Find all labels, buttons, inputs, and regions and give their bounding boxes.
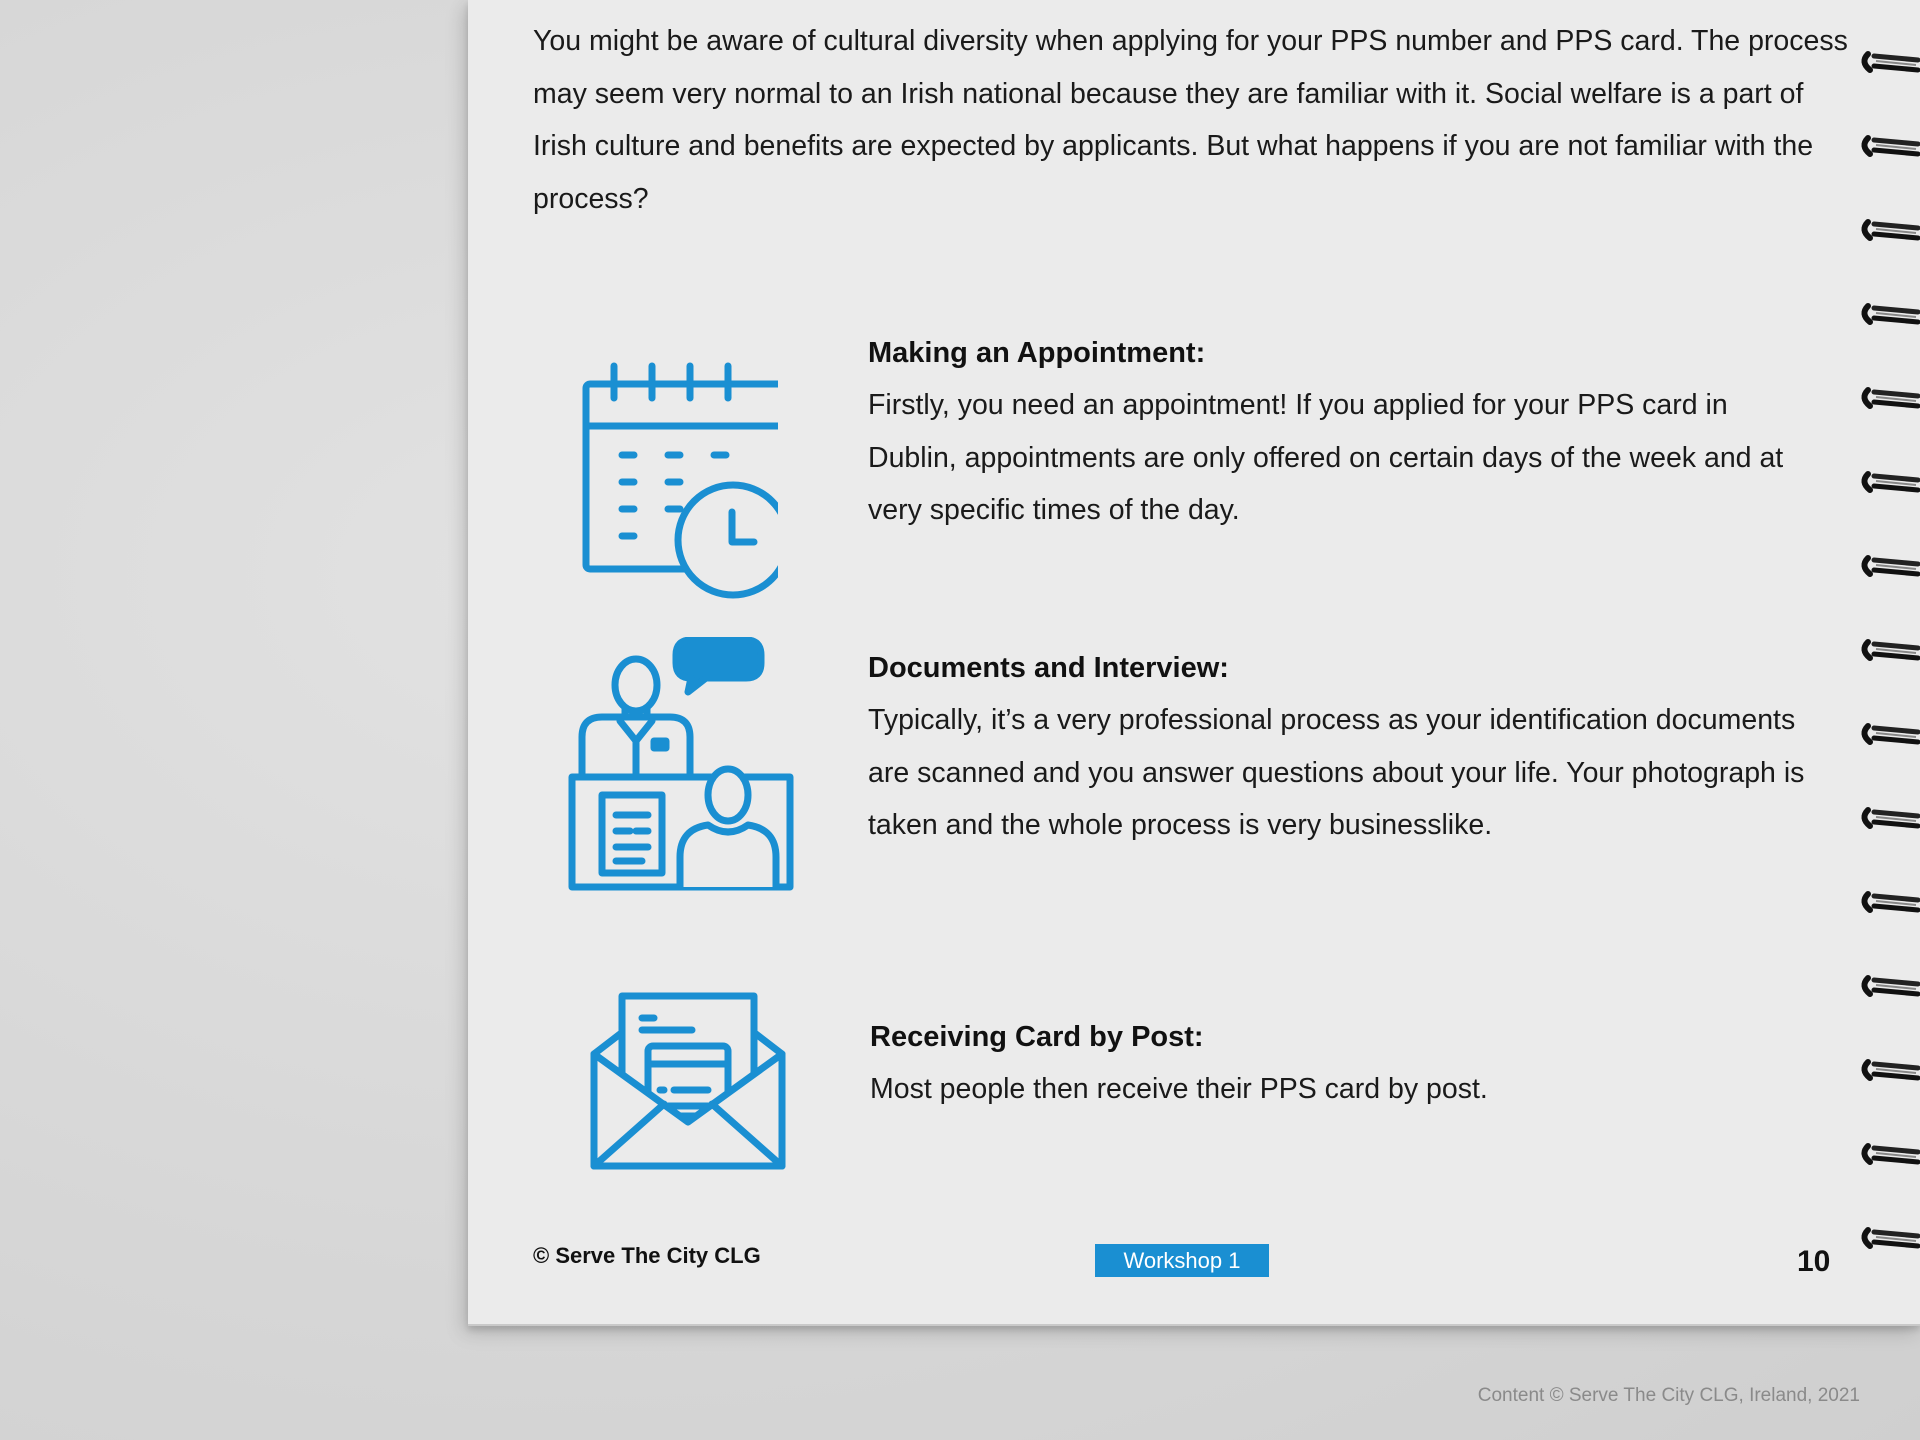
item-title-documents: Documents and Interview: <box>868 652 1229 684</box>
envelope-card-icon <box>590 992 786 1172</box>
item-body-appointment: Firstly, you need an appointment! If you applied for your PPS card in Dublin, appointments are only offered on certain days of the week and at very specific times of the day. <box>868 389 1784 526</box>
intro-paragraph: You might be aware of cultural diversity when applying for your PPS number and PPS card. The process may seem very normal to an Irish national because they are familiar with it. Social welfare is a part of Irish culture and benefits are expected by applicants. But what happens if you are not familiar with the process? <box>533 25 1848 215</box>
content-credit: Content © Serve The City CLG, Ireland, 2021 <box>1477 1385 1860 1406</box>
item-title-appointment: Making an Appointment: <box>868 337 1206 369</box>
workshop-badge: Workshop 1 <box>1095 1244 1269 1277</box>
page-number: 10 <box>1797 1245 1831 1278</box>
spiral-binding <box>1860 0 1920 1324</box>
item-body-documents: Typically, it’s a very professional process as your identification documents are scanned and you answer questions about your life. Your photograph is taken and the whole process is very businesslike. <box>868 704 1805 841</box>
notebook-page <box>468 0 1920 1326</box>
calendar-clock-icon <box>578 362 778 602</box>
item-title-post: Receiving Card by Post: <box>870 1021 1204 1053</box>
footer-copyright: © Serve The City CLG <box>533 1243 761 1268</box>
interview-desk-icon <box>568 637 798 892</box>
item-body-post: Most people then receive their PPS card by post. <box>870 1073 1488 1105</box>
